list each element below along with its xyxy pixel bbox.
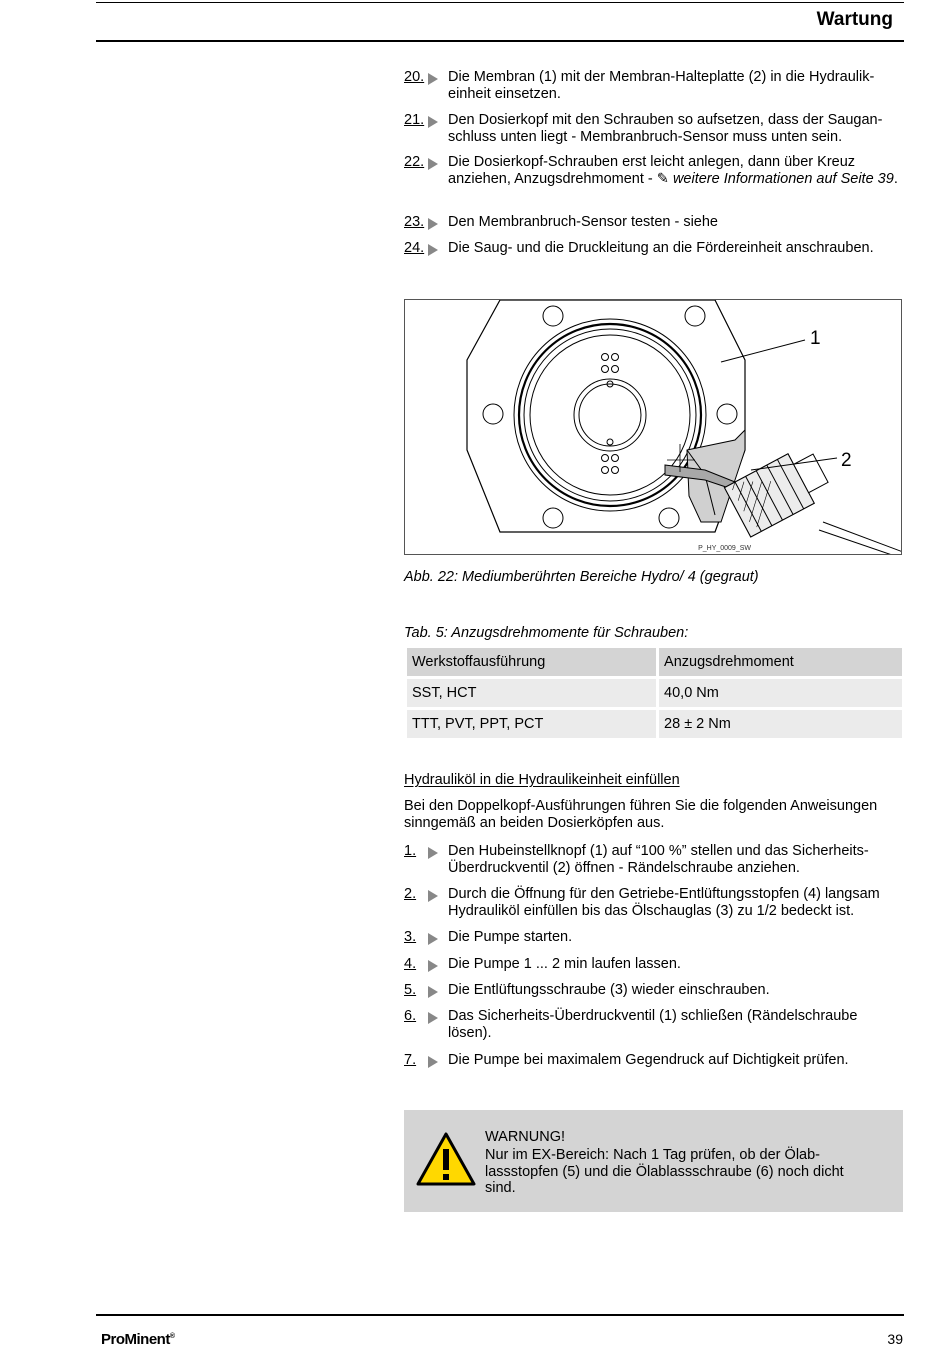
step-text: Das Sicherheits-Überdruckventil (1) schließen (Rändelschraube lösen). bbox=[448, 1008, 858, 1041]
warning-box bbox=[404, 1110, 903, 1212]
table-caption: Tab. 5: Anzugsdrehmomente für Schrauben: bbox=[404, 625, 689, 641]
warning-title: WARNUNG! bbox=[485, 1129, 566, 1145]
page-title: Wartung bbox=[816, 9, 893, 30]
column-header: Werkstoffausführung bbox=[407, 648, 656, 676]
table-cell: 28 ± 2 Nm bbox=[659, 710, 902, 738]
list-item bbox=[404, 929, 904, 946]
logo: ProMinent® bbox=[101, 1331, 175, 1348]
step-text: Die Entlüftungsschraube (3) wieder einschrauben. bbox=[448, 982, 770, 998]
step-text: Den Membranbruch-Sensor testen - siehe bbox=[448, 214, 718, 230]
step-text: Die Pumpe starten. bbox=[448, 929, 573, 945]
technical-drawing bbox=[404, 299, 902, 555]
step-text: Die Saug- und die Druckleitung an die Fördereinheit anschrauben. bbox=[448, 240, 874, 256]
step-number: 7. bbox=[404, 1052, 417, 1068]
step-number: 23. bbox=[404, 214, 425, 230]
section-title: Hydrauliköl in die Hydraulikeinheit einfüllen bbox=[404, 772, 680, 788]
table-cell: SST, HCT bbox=[407, 679, 656, 707]
list-item bbox=[404, 112, 904, 145]
step-number: 3. bbox=[404, 929, 417, 945]
link-icon: ✎ bbox=[656, 170, 669, 187]
list-item bbox=[404, 214, 904, 231]
step-text: Die Pumpe 1 ... 2 min laufen lassen. bbox=[448, 956, 681, 972]
table-header-row bbox=[407, 648, 902, 676]
list-item bbox=[404, 69, 904, 102]
step-arrow-icon bbox=[428, 218, 438, 230]
step-arrow-icon bbox=[428, 960, 438, 972]
pump-head-drawing bbox=[405, 300, 902, 555]
step-arrow-icon bbox=[428, 890, 438, 902]
step-number: 6. bbox=[404, 1008, 417, 1024]
figure-code: P_HY_0009_SW bbox=[698, 545, 751, 552]
step-arrow-icon bbox=[428, 116, 438, 128]
step-arrow-icon bbox=[428, 158, 438, 170]
step-text: Durch die Öffnung für den Getriebe-Entlüftungsstopfen (4) langsam Hydrauliköl einfüllen bis das Ölschauglas (3) zu 1/2 bedeckt ist. bbox=[448, 886, 880, 919]
step-arrow-icon bbox=[428, 73, 438, 85]
figure-label-2: 2 bbox=[841, 450, 852, 471]
step-number: 4. bbox=[404, 956, 417, 972]
step-arrow-icon bbox=[428, 244, 438, 256]
step-text: Die Pumpe bei maximalem Gegendruck auf Dichtigkeit prüfen. bbox=[448, 1052, 849, 1068]
step-number: 1. bbox=[404, 843, 417, 859]
step-arrow-icon bbox=[428, 1056, 438, 1068]
step-text: Die Membran (1) mit der Membran-Halteplatte (2) in die Hydraulik-einheit einsetzen. bbox=[448, 69, 875, 102]
list-item bbox=[404, 154, 904, 187]
step-number: 22. bbox=[404, 154, 425, 170]
step-text: Den Hubeinstellknopf (1) auf “100 %” stellen und das Sicherheits-Überdruckventil (2) öffnen - Rändelschraube anziehen. bbox=[448, 843, 869, 876]
list-item bbox=[404, 1052, 904, 1069]
warning-triangle-icon bbox=[416, 1132, 476, 1186]
warning-text: Nur im EX-Bereich: Nach 1 Tag prüfen, ob der Ölab-lassstopfen (5) und die Ölablassschraube (6) noch dicht sind. bbox=[485, 1147, 844, 1196]
step-text: Den Dosierkopf mit den Schrauben so aufsetzen, dass der Saugan-schluss unten liegt - Membranbruch-Sensor muss unten sein. bbox=[448, 112, 883, 145]
table-row bbox=[407, 679, 902, 707]
header-rule bbox=[96, 40, 904, 42]
list-item bbox=[404, 843, 904, 876]
list-item bbox=[404, 240, 904, 257]
table-cell: 40,0 Nm bbox=[659, 679, 902, 707]
step-arrow-icon bbox=[428, 986, 438, 998]
torque-table bbox=[404, 645, 905, 741]
table-row bbox=[407, 710, 902, 738]
figure-caption: Abb. 22: Mediumberührten Bereiche Hydro/ 4 (gegraut) bbox=[404, 569, 759, 585]
step-number: 20. bbox=[404, 69, 425, 85]
table-cell: TTT, PVT, PPT, PCT bbox=[407, 710, 656, 738]
step-arrow-icon bbox=[428, 933, 438, 945]
step-number: 2. bbox=[404, 886, 417, 902]
cross-reference-link[interactable]: weitere Informationen auf Seite 39 bbox=[672, 170, 894, 187]
section-intro: Bei den Doppelkopf-Ausführungen führen Sie die folgenden Anweisungen sinngemäß an beiden Dosierköpfen aus. bbox=[404, 798, 878, 831]
footer-rule bbox=[96, 1314, 904, 1316]
list-item bbox=[404, 1008, 904, 1041]
list-item bbox=[404, 886, 904, 919]
header-rule-top bbox=[96, 2, 904, 3]
column-header: Anzugsdrehmoment bbox=[659, 648, 902, 676]
step-number: 24. bbox=[404, 240, 425, 256]
step-arrow-icon bbox=[428, 1012, 438, 1024]
step-number: 21. bbox=[404, 112, 425, 128]
step-arrow-icon bbox=[428, 847, 438, 859]
list-item bbox=[404, 956, 904, 973]
list-item bbox=[404, 982, 904, 999]
figure-label-1: 1 bbox=[810, 328, 821, 349]
step-text: Die Dosierkopf-Schrauben erst leicht anlegen, dann über Kreuz anziehen, Anzugsdrehmoment - ✎ weitere Informationen auf Seite 39. bbox=[448, 154, 898, 187]
page-number: 39 bbox=[887, 1331, 903, 1347]
step-number: 5. bbox=[404, 982, 417, 998]
